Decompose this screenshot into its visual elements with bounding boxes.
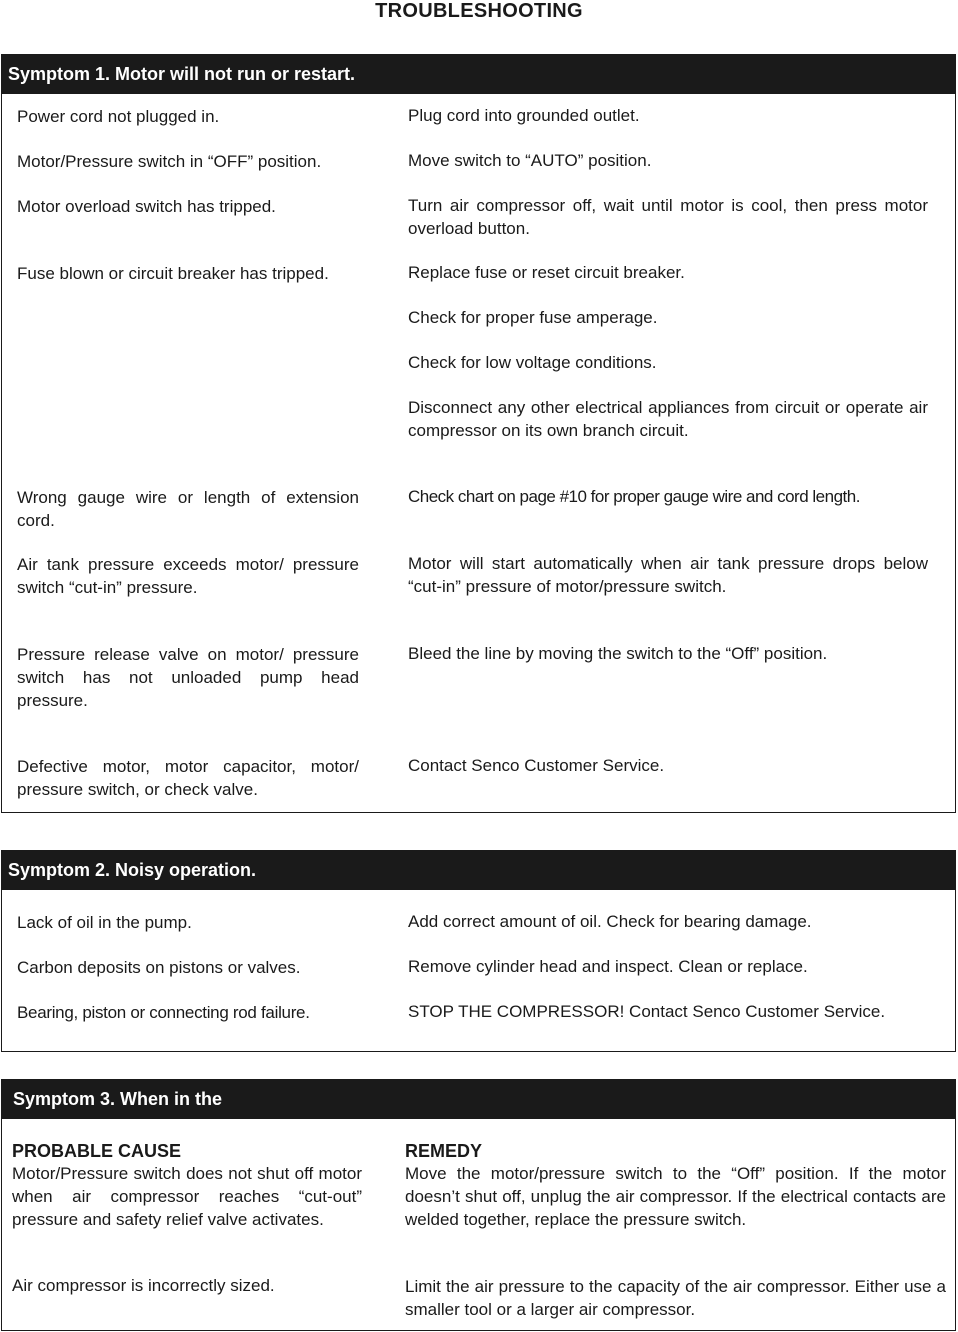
cause-text: Power cord not plugged in. — [17, 107, 220, 126]
cause-text: Pressure release valve on motor/ pressure switch has not unloaded pump head pressure. — [17, 645, 359, 710]
remedy-text: Check for proper fuse amperage. — [408, 308, 658, 327]
remedy-text: Motor will start automatically when air tank pressure drops below “cut-in” pressure of motor/pressure switch. — [408, 554, 928, 596]
cause-text: Motor/Pressure switch does not shut off motor when air compressor reaches “cut-out” pressure and safety relief valve activates. — [12, 1164, 362, 1229]
symptom-2-header: Symptom 2. Noisy operation. — [2, 851, 955, 890]
remedy-text: Move the motor/pressure switch to the “Off” position. If the motor doesn’t shut off, unplug the air compressor. If the electrical contacts are welded together, replace the pressure switch. — [405, 1164, 946, 1229]
probable-cause-heading: PROBABLE CAUSE — [12, 1141, 182, 1161]
cause-text: Air compressor is incorrectly sized. — [12, 1276, 275, 1295]
symptom-3-header: Symptom 3. When in the — [2, 1080, 955, 1119]
remedy-text: Bleed the line by moving the switch to the “Off” position. — [408, 644, 828, 663]
remedy-text: STOP THE COMPRESSOR! Contact Senco Customer Service. — [408, 1002, 886, 1021]
cause-text: Wrong gauge wire or length of extension cord. — [17, 488, 359, 530]
cause-text: Air tank pressure exceeds motor/ pressure switch “cut-in” pressure. — [17, 555, 359, 597]
remedy-text: Plug cord into grounded outlet. — [408, 106, 640, 125]
symptom-3-box — [1, 1079, 956, 1331]
cause-text: Motor overload switch has tripped. — [17, 197, 276, 216]
cause-text: Carbon deposits on pistons or valves. — [17, 958, 301, 977]
cause-text: Defective motor, motor capacitor, motor/ pressure switch, or check valve. — [17, 757, 359, 799]
remedy-text: Check for low voltage conditions. — [408, 353, 657, 372]
remedy-text: Replace fuse or reset circuit breaker. — [408, 263, 685, 282]
remedy-text: Add correct amount of oil. Check for bearing damage. — [408, 912, 812, 931]
cause-text: Lack of oil in the pump. — [17, 913, 192, 932]
remedy-heading: REMEDY — [405, 1141, 483, 1161]
page-title: TROUBLESHOOTING — [375, 0, 583, 22]
symptom-2-box — [1, 850, 956, 1052]
remedy-text: Disconnect any other electrical appliances from circuit or operate air compressor on its own branch circuit. — [408, 398, 928, 440]
symptom-1-header: Symptom 1. Motor will not run or restart. — [2, 55, 955, 94]
cause-text: Bearing, piston or connecting rod failure. — [17, 1003, 310, 1022]
remedy-text: Limit the air pressure to the capacity of the air compressor. Either use a smaller tool or a larger air compressor. — [405, 1277, 946, 1319]
remedy-text: Contact Senco Customer Service. — [408, 756, 665, 775]
remedy-text: Move switch to “AUTO” position. — [408, 151, 652, 170]
cause-text: Motor/Pressure switch in “OFF” position. — [17, 152, 322, 171]
cause-text: Fuse blown or circuit breaker has tripped. — [17, 264, 329, 283]
remedy-text: Turn air compressor off, wait until motor is cool, then press motor overload button. — [408, 196, 928, 238]
remedy-text: Check chart on page #10 for proper gauge wire and cord length. — [408, 487, 860, 506]
symptom-1-box — [1, 54, 956, 813]
remedy-text: Remove cylinder head and inspect. Clean or replace. — [408, 957, 808, 976]
